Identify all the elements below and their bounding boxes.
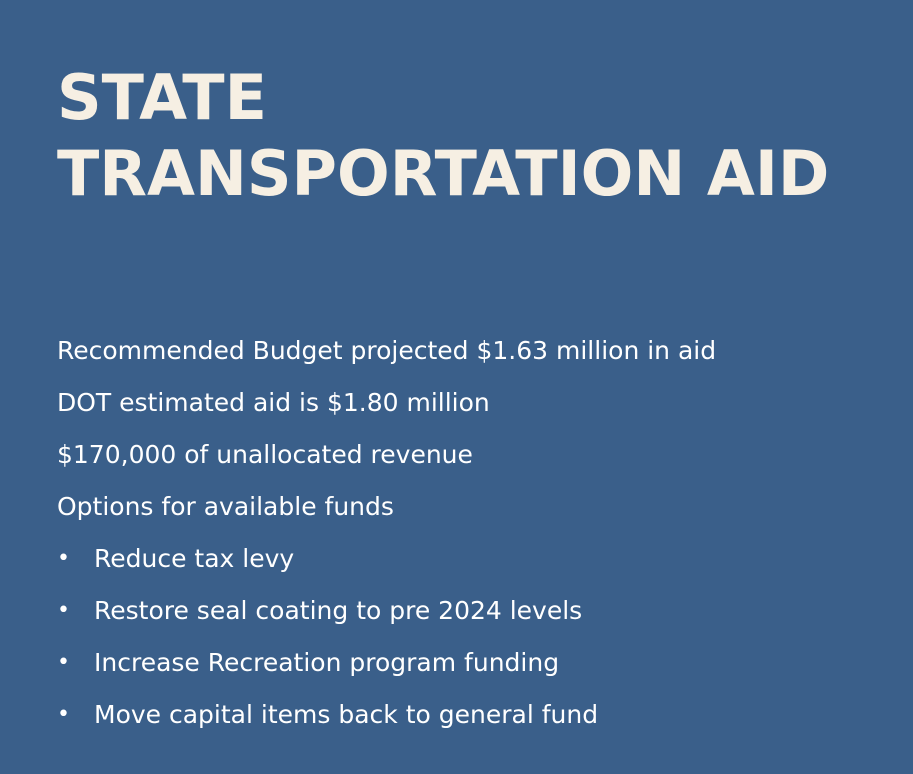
option-item-label: Increase Recreation program funding — [94, 648, 560, 677]
option-item-label: Restore seal coating to pre 2024 levels — [94, 596, 583, 625]
bullet-icon: • — [57, 546, 70, 571]
body-point: Recommended Budget projected $1.63 million in aid — [57, 336, 717, 365]
option-item — [57, 696, 897, 748]
slide-body-list — [57, 332, 897, 748]
body-point: $170,000 of unallocated revenue — [57, 440, 473, 469]
slide-title-line-2: TRANSPORTATION AID — [57, 137, 830, 210]
bullet-icon: • — [57, 702, 70, 727]
bullet-icon: • — [57, 598, 70, 623]
slide-title-line-1: STATE — [57, 61, 267, 134]
slide-title — [57, 60, 829, 212]
body-point: DOT estimated aid is $1.80 million — [57, 388, 490, 417]
option-item-label: Reduce tax levy — [94, 544, 295, 573]
bullet-icon: • — [57, 650, 70, 675]
body-point: Options for available funds — [57, 492, 394, 521]
option-item — [57, 540, 897, 592]
option-item — [57, 592, 897, 644]
option-item — [57, 644, 897, 696]
option-item-label: Move capital items back to general fund — [94, 700, 599, 729]
